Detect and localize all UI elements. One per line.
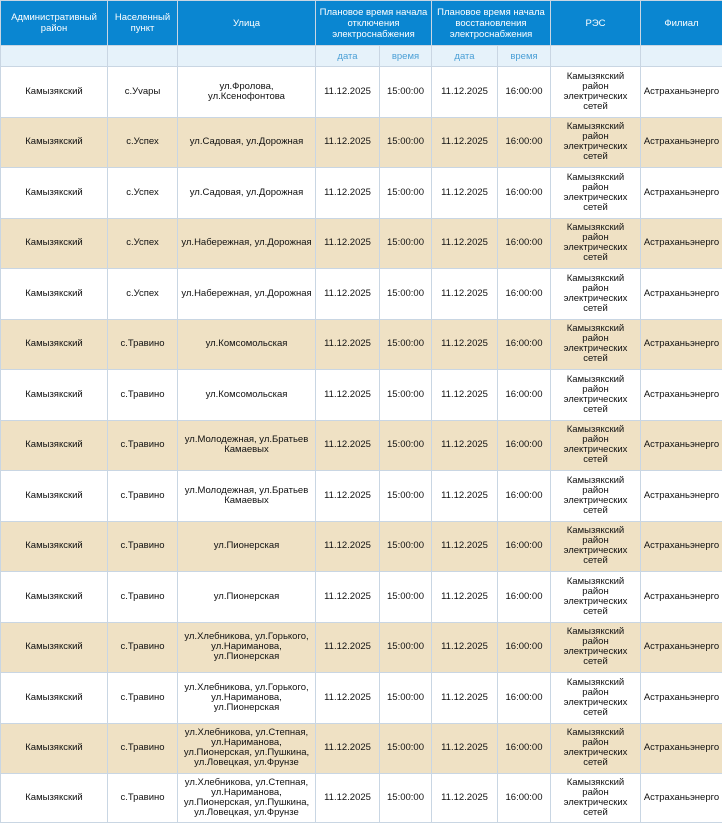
subheader-blank: [1, 46, 108, 67]
cell-end-date: 11.12.2025: [432, 471, 498, 522]
cell-locality: с.Травино: [108, 420, 178, 471]
subheader-row: [1, 46, 722, 67]
cell-street: ул.Хлебникова, ул.Горького, ул.Нариманова, ул.Пионерская: [178, 622, 316, 673]
cell-district: Камызякский: [1, 269, 108, 320]
table-row: [1, 319, 722, 370]
cell-end-time: 16:00:00: [498, 370, 551, 421]
cell-street: ул.Набережная, ул.Дорожная: [178, 269, 316, 320]
cell-start-time: 15:00:00: [380, 774, 432, 823]
cell-street: ул.Комсомольская: [178, 319, 316, 370]
cell-start-time: 15:00:00: [380, 521, 432, 572]
cell-branch: Астраханьэнерго: [641, 218, 722, 269]
cell-district: Камызякский: [1, 319, 108, 370]
cell-district: Камызякский: [1, 723, 108, 774]
header-row: [1, 1, 722, 46]
header-branch: Филиал: [641, 1, 722, 46]
header-locality: Населенный пункт: [108, 1, 178, 46]
cell-start-date: 11.12.2025: [316, 269, 380, 320]
table-row: [1, 774, 722, 823]
cell-street: ул.Молодежная, ул.Братьев Камаевых: [178, 471, 316, 522]
cell-res: Камызякский район электрических сетей: [551, 622, 641, 673]
cell-end-date: 11.12.2025: [432, 774, 498, 823]
cell-end-time: 16:00:00: [498, 117, 551, 168]
cell-street: ул.Хлебникова, ул.Горького, ул.Нариманова, ул.Пионерская: [178, 673, 316, 724]
cell-start-date: 11.12.2025: [316, 420, 380, 471]
subheader-end-date: дата: [432, 46, 498, 67]
cell-res: Камызякский район электрических сетей: [551, 420, 641, 471]
cell-end-date: 11.12.2025: [432, 370, 498, 421]
cell-end-time: 16:00:00: [498, 622, 551, 673]
cell-res: Камызякский район электрических сетей: [551, 370, 641, 421]
cell-branch: Астраханьэнерго: [641, 471, 722, 522]
cell-start-time: 15:00:00: [380, 572, 432, 623]
cell-end-time: 16:00:00: [498, 673, 551, 724]
subheader-end-time: время: [498, 46, 551, 67]
subheader-blank: [641, 46, 722, 67]
cell-end-time: 16:00:00: [498, 218, 551, 269]
cell-locality: с.Травино: [108, 774, 178, 823]
cell-start-date: 11.12.2025: [316, 471, 380, 522]
cell-locality: с.Успех: [108, 218, 178, 269]
cell-end-time: 16:00:00: [498, 471, 551, 522]
cell-start-date: 11.12.2025: [316, 572, 380, 623]
table-body: [1, 67, 722, 823]
cell-start-time: 15:00:00: [380, 723, 432, 774]
cell-street: ул.Пионерская: [178, 572, 316, 623]
cell-street: ул.Хлебникова, ул.Степная, ул.Нариманова, ул.Пионерская, ул.Пушкина, ул.Ловецкая, ул.Фрунзе: [178, 723, 316, 774]
cell-start-date: 11.12.2025: [316, 774, 380, 823]
cell-start-date: 11.12.2025: [316, 218, 380, 269]
cell-street: ул.Комсомольская: [178, 370, 316, 421]
cell-start-time: 15:00:00: [380, 218, 432, 269]
cell-street: ул.Молодежная, ул.Братьев Камаевых: [178, 420, 316, 471]
cell-street: ул.Фролова, ул.Ксенофонтова: [178, 67, 316, 118]
cell-district: Камызякский: [1, 218, 108, 269]
table-row: [1, 622, 722, 673]
cell-district: Камызякский: [1, 420, 108, 471]
cell-locality: с.Травино: [108, 723, 178, 774]
header-district: Административный район: [1, 1, 108, 46]
subheader-blank: [178, 46, 316, 67]
cell-street: ул.Садовая, ул.Дорожная: [178, 117, 316, 168]
cell-start-time: 15:00:00: [380, 370, 432, 421]
cell-district: Камызякский: [1, 521, 108, 572]
cell-res: Камызякский район электрических сетей: [551, 774, 641, 823]
cell-locality: с.Травино: [108, 319, 178, 370]
cell-res: Камызякский район электрических сетей: [551, 269, 641, 320]
table-row: [1, 117, 722, 168]
cell-end-date: 11.12.2025: [432, 117, 498, 168]
subheader-blank: [108, 46, 178, 67]
cell-branch: Астраханьэнерго: [641, 420, 722, 471]
cell-branch: Астраханьэнерго: [641, 723, 722, 774]
cell-end-date: 11.12.2025: [432, 319, 498, 370]
cell-branch: Астраханьэнерго: [641, 269, 722, 320]
cell-locality: с.Успех: [108, 269, 178, 320]
cell-start-date: 11.12.2025: [316, 673, 380, 724]
header-res: РЭС: [551, 1, 641, 46]
cell-end-date: 11.12.2025: [432, 572, 498, 623]
cell-end-date: 11.12.2025: [432, 673, 498, 724]
cell-end-time: 16:00:00: [498, 168, 551, 219]
cell-res: Камызякский район электрических сетей: [551, 319, 641, 370]
cell-branch: Астраханьэнерго: [641, 117, 722, 168]
cell-end-date: 11.12.2025: [432, 420, 498, 471]
cell-end-date: 11.12.2025: [432, 168, 498, 219]
cell-locality: с.Травино: [108, 673, 178, 724]
cell-res: Камызякский район электрических сетей: [551, 117, 641, 168]
table-row: [1, 370, 722, 421]
cell-district: Камызякский: [1, 471, 108, 522]
cell-branch: Астраханьэнерго: [641, 572, 722, 623]
cell-district: Камызякский: [1, 774, 108, 823]
cell-start-date: 11.12.2025: [316, 117, 380, 168]
cell-end-time: 16:00:00: [498, 319, 551, 370]
cell-res: Камызякский район электрических сетей: [551, 471, 641, 522]
cell-start-time: 15:00:00: [380, 117, 432, 168]
cell-branch: Астраханьэнерго: [641, 370, 722, 421]
subheader-start-date: дата: [316, 46, 380, 67]
cell-locality: с.Травино: [108, 471, 178, 522]
cell-res: Камызякский район электрических сетей: [551, 168, 641, 219]
cell-street: ул.Набережная, ул.Дорожная: [178, 218, 316, 269]
cell-locality: с.Уvары: [108, 67, 178, 118]
cell-end-time: 16:00:00: [498, 420, 551, 471]
cell-branch: Астраханьэнерго: [641, 774, 722, 823]
cell-res: Камызякский район электрических сетей: [551, 218, 641, 269]
subheader-blank: [551, 46, 641, 67]
table-row: [1, 471, 722, 522]
cell-start-date: 11.12.2025: [316, 723, 380, 774]
cell-start-date: 11.12.2025: [316, 521, 380, 572]
cell-locality: с.Травино: [108, 370, 178, 421]
cell-end-date: 11.12.2025: [432, 723, 498, 774]
cell-end-time: 16:00:00: [498, 572, 551, 623]
cell-district: Камызякский: [1, 67, 108, 118]
cell-locality: с.Успех: [108, 168, 178, 219]
cell-res: Камызякский район электрических сетей: [551, 673, 641, 724]
subheader-start-time: время: [380, 46, 432, 67]
cell-end-date: 11.12.2025: [432, 67, 498, 118]
cell-start-time: 15:00:00: [380, 622, 432, 673]
cell-start-date: 11.12.2025: [316, 370, 380, 421]
cell-locality: с.Травино: [108, 521, 178, 572]
cell-branch: Астраханьэнерго: [641, 319, 722, 370]
cell-start-date: 11.12.2025: [316, 168, 380, 219]
cell-start-time: 15:00:00: [380, 168, 432, 219]
cell-res: Камызякский район электрических сетей: [551, 572, 641, 623]
table-row: [1, 420, 722, 471]
cell-start-time: 15:00:00: [380, 67, 432, 118]
table-row: [1, 521, 722, 572]
cell-end-time: 16:00:00: [498, 67, 551, 118]
cell-district: Камызякский: [1, 622, 108, 673]
cell-district: Камызякский: [1, 572, 108, 623]
cell-res: Камызякский район электрических сетей: [551, 521, 641, 572]
cell-end-time: 16:00:00: [498, 521, 551, 572]
cell-start-date: 11.12.2025: [316, 622, 380, 673]
table-row: [1, 67, 722, 118]
cell-start-time: 15:00:00: [380, 269, 432, 320]
cell-street: ул.Садовая, ул.Дорожная: [178, 168, 316, 219]
table-row: [1, 723, 722, 774]
cell-district: Камызякский: [1, 168, 108, 219]
cell-start-date: 11.12.2025: [316, 67, 380, 118]
header-start: Плановое время начала отключения электроснабжения: [316, 1, 432, 46]
cell-locality: с.Травино: [108, 572, 178, 623]
cell-branch: Астраханьэнерго: [641, 67, 722, 118]
cell-res: Камызякский район электрических сетей: [551, 67, 641, 118]
table-row: [1, 572, 722, 623]
cell-district: Камызякский: [1, 673, 108, 724]
cell-end-date: 11.12.2025: [432, 218, 498, 269]
cell-branch: Астраханьэнерго: [641, 521, 722, 572]
cell-end-date: 11.12.2025: [432, 622, 498, 673]
cell-end-time: 16:00:00: [498, 723, 551, 774]
cell-branch: Астраханьэнерго: [641, 168, 722, 219]
cell-district: Камызякский: [1, 370, 108, 421]
cell-end-date: 11.12.2025: [432, 521, 498, 572]
table-row: [1, 269, 722, 320]
cell-branch: Астраханьэнерго: [641, 622, 722, 673]
header-street: Улица: [178, 1, 316, 46]
header-end: Плановое время начала восстановления электроснабжения: [432, 1, 551, 46]
table-row: [1, 218, 722, 269]
cell-start-time: 15:00:00: [380, 420, 432, 471]
cell-end-time: 16:00:00: [498, 269, 551, 320]
cell-res: Камызякский район электрических сетей: [551, 723, 641, 774]
cell-start-time: 15:00:00: [380, 673, 432, 724]
cell-street: ул.Хлебникова, ул.Степная, ул.Нариманова, ул.Пионерская, ул.Пушкина, ул.Ловецкая, ул.Фрунзе: [178, 774, 316, 823]
cell-start-time: 15:00:00: [380, 319, 432, 370]
cell-branch: Астраханьэнерго: [641, 673, 722, 724]
cell-end-time: 16:00:00: [498, 774, 551, 823]
cell-start-time: 15:00:00: [380, 471, 432, 522]
table-row: [1, 168, 722, 219]
cell-start-date: 11.12.2025: [316, 319, 380, 370]
cell-end-date: 11.12.2025: [432, 269, 498, 320]
cell-locality: с.Травино: [108, 622, 178, 673]
cell-locality: с.Успех: [108, 117, 178, 168]
cell-district: Камызякский: [1, 117, 108, 168]
table-row: [1, 673, 722, 724]
cell-street: ул.Пионерская: [178, 521, 316, 572]
